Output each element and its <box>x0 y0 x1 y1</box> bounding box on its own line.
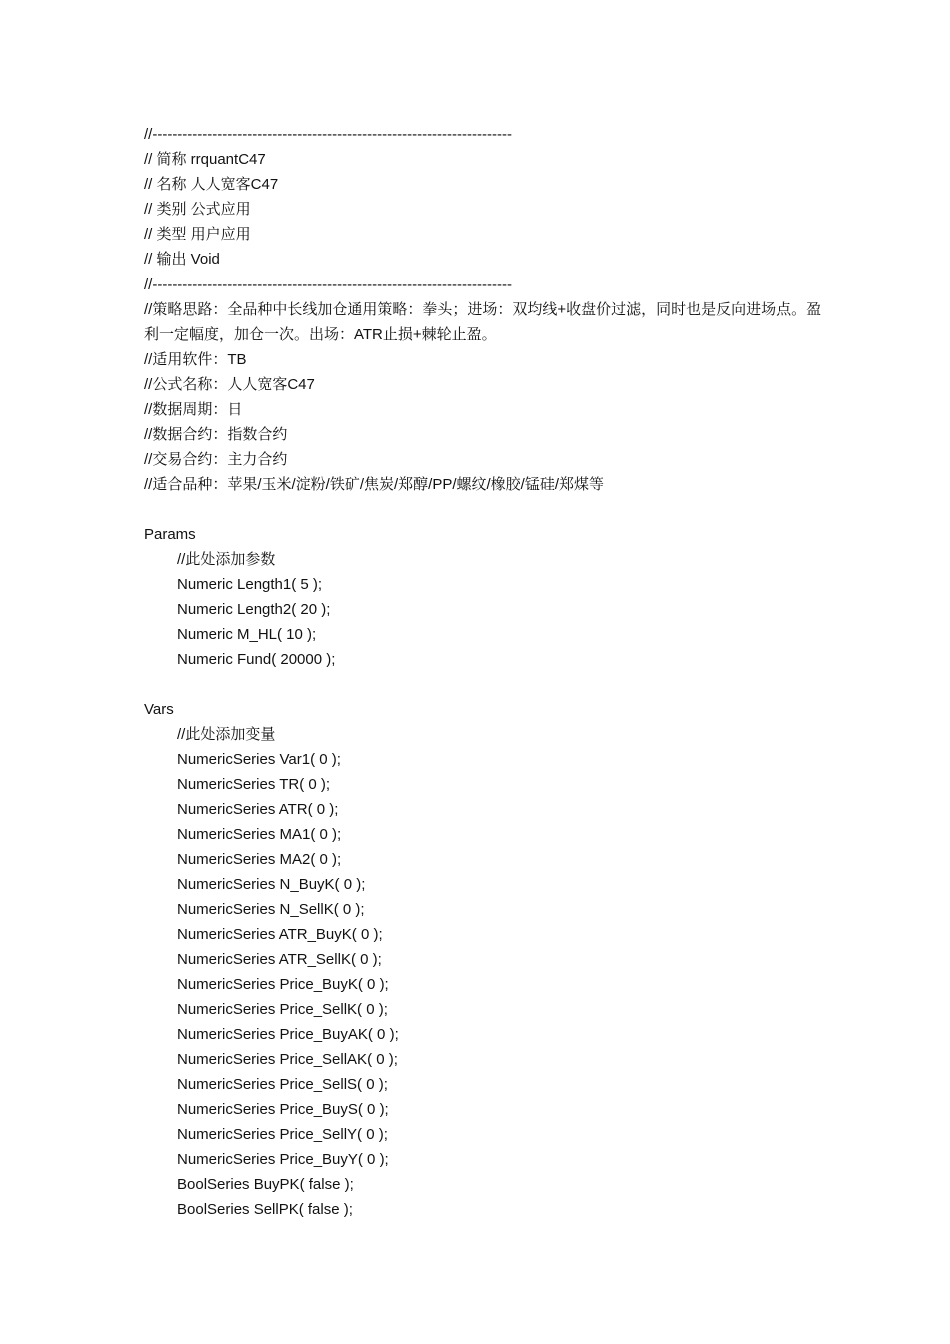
var-line: NumericSeries Price_SellAK( 0 ); <box>177 1051 398 1068</box>
data-period-line: //数据周期：日 <box>144 401 243 418</box>
short-name-line: // 简称 rrquantC47 <box>144 151 266 168</box>
code-document <box>144 122 824 1222</box>
data-contract-line: //数据合约：指数合约 <box>144 426 288 443</box>
var-line: NumericSeries Price_BuyY( 0 ); <box>177 1151 389 1168</box>
var-line: NumericSeries ATR_BuyK( 0 ); <box>177 926 383 943</box>
formula-name-line: //公式名称：人人宽客C47 <box>144 376 315 393</box>
param-line: Numeric Length2( 20 ); <box>177 601 331 618</box>
varieties-line: //适合品种：苹果/玉米/淀粉/铁矿/焦炭/郑醇/PP/螺纹/橡胶/锰硅/郑煤等 <box>144 476 605 493</box>
separator-line: //------------------------------------------------------------------------ <box>144 276 512 293</box>
var-line: NumericSeries MA2( 0 ); <box>177 851 342 868</box>
trade-contract-line: //交易合约：主力合约 <box>144 451 288 468</box>
separator-line: //------------------------------------------------------------------------ <box>144 126 512 143</box>
name-line: // 名称 人人宽客C47 <box>144 176 279 193</box>
var-line: NumericSeries ATR_SellK( 0 ); <box>177 951 382 968</box>
var-line: NumericSeries N_BuyK( 0 ); <box>177 876 366 893</box>
var-line: NumericSeries ATR( 0 ); <box>177 801 339 818</box>
params-comment: //此处添加参数 <box>177 551 276 568</box>
var-line: NumericSeries Price_BuyK( 0 ); <box>177 976 389 993</box>
var-line: NumericSeries TR( 0 ); <box>177 776 331 793</box>
var-line: BoolSeries BuyPK( false ); <box>177 1176 354 1193</box>
var-line: BoolSeries SellPK( false ); <box>177 1201 353 1218</box>
var-line: NumericSeries N_SellK( 0 ); <box>177 901 365 918</box>
strategy-description: //策略思路：全品种中长线加仓通用策略：拳头；进场：双均线+收盘价过滤，同时也是反向进场点。盈利一定幅度，加仓一次。出场：ATR止损+棘轮止盈。 <box>144 301 822 343</box>
var-line: NumericSeries MA1( 0 ); <box>177 826 342 843</box>
software-line: //适用软件：TB <box>144 351 247 368</box>
var-line: NumericSeries Price_SellY( 0 ); <box>177 1126 388 1143</box>
var-line: NumericSeries Price_BuyS( 0 ); <box>177 1101 389 1118</box>
var-line: NumericSeries Price_BuyAK( 0 ); <box>177 1026 399 1043</box>
param-line: Numeric Length1( 5 ); <box>177 576 323 593</box>
blank-line <box>144 672 824 697</box>
var-line: NumericSeries Price_SellS( 0 ); <box>177 1076 388 1093</box>
vars-comment: //此处添加变量 <box>177 726 276 743</box>
vars-keyword: Vars <box>144 701 174 718</box>
output-line: // 输出 Void <box>144 251 220 268</box>
var-line: NumericSeries Price_SellK( 0 ); <box>177 1001 388 1018</box>
blank-line <box>144 497 824 522</box>
param-line: Numeric M_HL( 10 ); <box>177 626 317 643</box>
var-line: NumericSeries Var1( 0 ); <box>177 751 341 768</box>
param-line: Numeric Fund( 20000 ); <box>177 651 336 668</box>
category-line: // 类别 公式应用 <box>144 201 251 218</box>
params-keyword: Params <box>144 526 196 543</box>
type-line: // 类型 用户应用 <box>144 226 251 243</box>
